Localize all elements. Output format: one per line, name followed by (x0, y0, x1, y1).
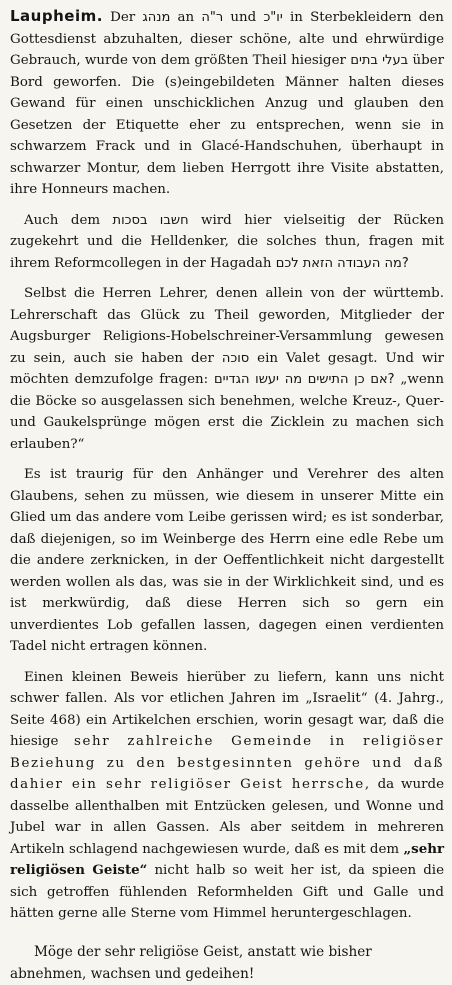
closing-sentence: Möge der sehr religiöse Geist, anstatt wie bisher abnehmen, wachsen und gedeihen! (10, 943, 372, 982)
p3-text-a: Selbst die Herren Lehrer, denen allein von der württemb. Lehrerschaft das Glück zu Theil geworden, Mitglieder der Augsburger Religions-Hobelschreiner-Versammlung gewesen zu sein, auch sie haben der (10, 286, 444, 366)
p2-text-a: Auch dem (24, 212, 101, 228)
p1-text-d: in Sterbekleidern den Gottesdienst abzuhalten, dieser schöne, alte und ehrwürdige Gebrauch, wurde von dem größten Theil hiesiger (10, 10, 444, 68)
p1-text-a: Der (110, 10, 136, 25)
paragraph-gap (10, 925, 444, 941)
p3-hebrew-2: ?אם כן התישים מה יעשו הגדיים (214, 372, 395, 387)
paragraph-4: Es ist traurig für den Anhänger und Verehrer des alten Glaubens, sehen zu müssen, wie diesem in unserer Mitte ein Glied um das andere vom Leibe gerissen wird; es ist sonderbar, daß diejenigen, so im Weinberge des Herrn eine edle Rebe um die andere zerknicken, in der Oeffentlichkeit nicht dargestellt werden wollen als das, was sie in der Wirklichkeit sind, und es ist merkwürdig, daß diese Herren sich so gern ein unverdientes Lob gefallen lassen, dagegen einen verdienten Tadel nicht ertragen können. (10, 467, 444, 654)
p1-text-e: über Bord geworfen. Die (s)eingebildeten Männer halten dieses Gewand für einen unschicklichen Anzug und glauben den Gesetzen der Etiquette eher zu entsprechen, wenn sie in schwarzem Frack und in Glacé-Handschuhen, überhaupt in schwarzer Montur, dem lieben Herrgott ihre Visite abstatten, ihre Honneurs machen. (10, 53, 444, 197)
paragraph-gap (10, 274, 444, 283)
paragraph-1 (10, 6, 444, 201)
paragraph-gap (10, 455, 444, 464)
p5-text-c: nicht halb so weit her ist, da spieen die sich getroffen fühlenden Reformhelden Gift und Galle und hätten gerne alle Sterne vom Himmel heruntergeschlagen. (10, 863, 444, 921)
p1-text-c: und (230, 10, 257, 25)
paragraph-5 (10, 667, 444, 925)
p2-hebrew-2: ?מה העבודה הזאת לכם (275, 255, 409, 271)
paragraph-gap (10, 658, 444, 667)
paragraph-3 (10, 283, 444, 455)
p5-text-b: da wurde dasselbe allenthalben mit Entzücken gelesen, und Wonne und Jubel war in allen Gassen. Als aber seitdem in mehreren Artikeln schlagend nachgewiesen wurde, daß es mit dem (10, 777, 444, 857)
p1-hebrew-3: יו"כ (263, 10, 283, 25)
p3-text-b: ein Valet gesagt. Und wir möchten demzufolge fragen: (10, 350, 445, 387)
paragraph-gap (10, 201, 444, 210)
place-heading: Laupheim. (10, 7, 103, 25)
p3-text-c: „wenn die Böcke so ausgelassen sich benehmen, welche Kreuz-, Quer- und Gaukelsprünge mögen erst die Zicklein zu machen sich erlauben?“ (10, 372, 444, 452)
p5-bold-quote: „sehr religiösen Geiste“ (10, 840, 445, 878)
p1-hebrew-1: מנהג (142, 10, 171, 25)
p1-text-b: an (177, 10, 195, 25)
p1-hebrew-2: ר"ה (201, 10, 224, 25)
p2-text-b: wird hier vielseitig der Rücken zugekehrt und die Helldenker, die solches thun, fragen mit ihrem Reformcollegen in der Hagadah (10, 212, 444, 271)
p2-hebrew-1: חשבו בסכות (112, 212, 189, 228)
p1-hebrew-4: בעלי בתים (350, 53, 409, 68)
p5-text-a: Einen kleinen Beweis hierüber zu liefern, kann uns nicht schwer fallen. Als vor etlichen Jahren im „Israelit“ (4. Jahrg., Seite 468) ein Artikelchen erschien, worin gesagt war, daß die hiesige (10, 669, 444, 749)
p5-spaced-emphasis: sehr zahlreiche Gemeinde in religiöser Beziehung zu den bestgesinnten gehöre und daß dahier ein sehr religiöser Geist herrsche, (10, 734, 444, 792)
paragraph-2 (10, 210, 444, 275)
p3-hebrew-1: סוכה (221, 350, 250, 366)
